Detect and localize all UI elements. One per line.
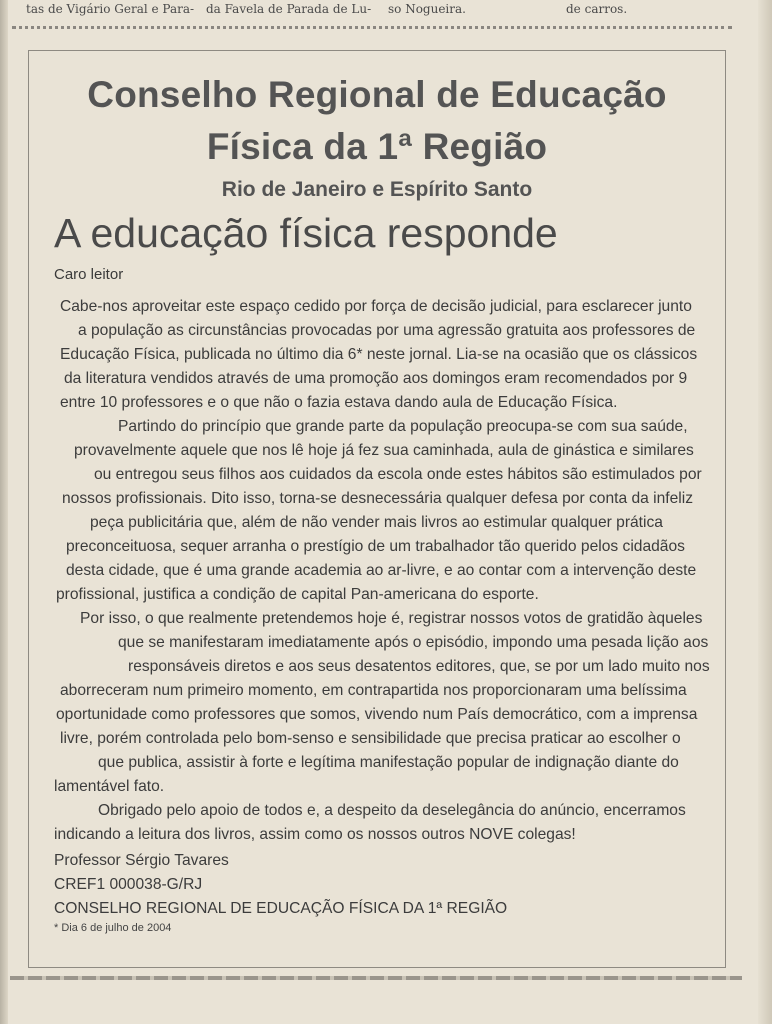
- body-line: peça publicitária que, além de não vender mais livros ao estimular qualquer prática: [90, 514, 663, 531]
- body-line: aborreceram num primeiro momento, em contrapartida nos proporcionaram uma belíssima: [60, 682, 687, 699]
- ad-title-line-2: Física da 1ª Região: [206, 126, 548, 167]
- strip-fragment: de carros.: [566, 2, 628, 16]
- dotted-divider: [12, 26, 732, 33]
- body-line: provavelmente aquele que nos lê hoje já fez sua caminhada, aula de ginástica e similares: [74, 442, 694, 459]
- body-line: ou entregou seus filhos aos cuidados da escola onde estes hábitos são estimulados por: [94, 466, 702, 483]
- ad-headline: A educação física responde: [54, 210, 558, 256]
- body-line: Educação Física, publicada no último dia 6* neste jornal. Lia-se na ocasião que os clássicos: [60, 346, 698, 363]
- signature-name: Professor Sérgio Tavares: [54, 852, 229, 869]
- body-line: oportunidade como professores que somos, vivendo num País democrático, com a imprensa: [56, 706, 698, 723]
- signature-registration: CREF1 000038-G/RJ: [54, 876, 203, 893]
- strip-fragment: da Favela de Parada de Lu-: [206, 2, 372, 16]
- body-line: da literatura vendidos através de uma promoção aos domingos eram recomendados por 9: [64, 370, 688, 387]
- body-line: livre, porém controlada pelo bom-senso e sensibilidade que precisa praticar ao escolher o: [60, 730, 681, 747]
- ad-subtitle: Rio de Janeiro e Espírito Santo: [221, 178, 533, 201]
- signature-organization: CONSELHO REGIONAL DE EDUCAÇÃO FÍSICA DA 1ª REGIÃO: [54, 900, 508, 917]
- body-line: indicando a leitura dos livros, assim como os nossos outros NOVE colegas!: [54, 826, 576, 843]
- page-edge-right: [758, 0, 772, 1024]
- body-line: lamentável fato.: [54, 778, 165, 795]
- strip-fragment: tas de Vigário Geral e Para-: [26, 2, 195, 16]
- body-line: Por isso, o que realmente pretendemos hoje é, registrar nossos votos de gratidão àqueles: [80, 610, 703, 627]
- body-line: desta cidade, que é uma grande academia ao ar-livre, e ao contar com a intervenção deste: [66, 562, 697, 579]
- body-line: Obrigado pelo apoio de todos e, a despeito da deselegância do anúncio, encerramos: [98, 802, 686, 819]
- body-line: preconceituosa, sequer arranha o prestígio de um trabalhador tão querido pelos cidadãos: [66, 538, 685, 555]
- body-line: profissional, justifica a condição de capital Pan-americana do esporte.: [56, 586, 539, 603]
- bottom-rule: [10, 976, 742, 980]
- letter-greeting: Caro leitor: [54, 266, 124, 283]
- body-line: que publica, assistir à forte e legítima manifestação popular de indignação diante do: [98, 754, 679, 771]
- body-line: nossos profissionais. Dito isso, torna-se desnecessária qualquer defesa por conta da infeliz: [62, 490, 694, 507]
- body-line: que se manifestaram imediatamente após o episódio, impondo uma pesada lição aos: [118, 634, 709, 651]
- body-line: entre 10 professores e o que não o fazia estava dando aula de Educação Física.: [60, 394, 618, 411]
- page-edge-left: [0, 0, 8, 1024]
- body-line: a população as circunstâncias provocadas por uma agressão gratuita aos professores de: [78, 322, 696, 339]
- ad-title-line-1: Conselho Regional de Educação: [87, 74, 667, 115]
- body-line: Partindo do princípio que grande parte da população preocupa-se com sua saúde,: [118, 418, 688, 435]
- body-line: Cabe-nos aproveitar este espaço cedido por força de decisão judicial, para esclarecer junto: [60, 298, 692, 315]
- previous-article-strip: [0, 0, 772, 22]
- strip-fragment: so Nogueira.: [388, 2, 466, 16]
- footnote: * Dia 6 de julho de 2004: [54, 922, 172, 934]
- body-line: responsáveis diretos e aos seus desatentos editores, que, se por um lado muito nos: [128, 658, 710, 675]
